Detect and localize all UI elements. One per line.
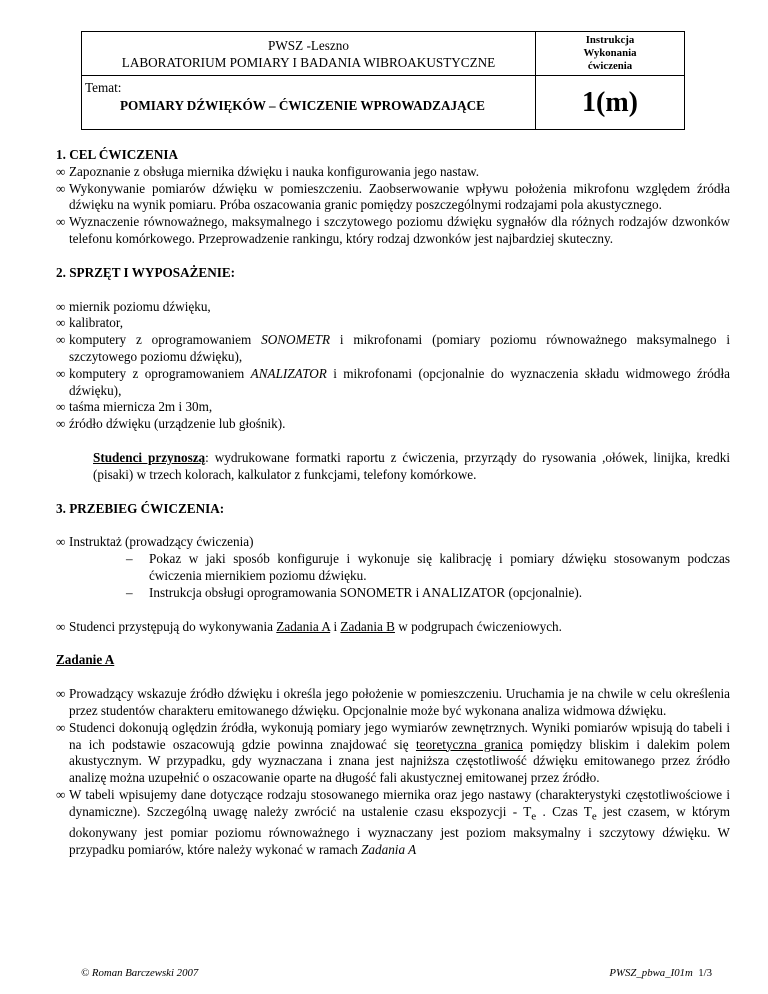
procedure-text: w podgrupach ćwiczeniowych. bbox=[394, 618, 562, 634]
equipment-item: ∞ taśma miernicza 2m i 30m, bbox=[56, 399, 730, 416]
topic-cell bbox=[82, 76, 536, 130]
section-1-title: 1. CEL ĆWICZENIA bbox=[56, 147, 179, 162]
equipment-text: komputery z oprogramowaniem bbox=[69, 332, 262, 348]
doc-type-line-1: Instrukcja bbox=[585, 34, 635, 46]
task-a-ref: Zadania A bbox=[361, 841, 417, 857]
task-a-text: pomiędzy bliskim i dalekim polem akustycznym. W przypadku, gdy wyznaczana i znana jest najniższa częstotliwość dźwięku emitowanego przez źródło analizę można uzupełnić o oszacowanie oparte na długość fali akustycznej emitowanej przez źródło. bbox=[69, 736, 730, 786]
task-a-title: Zadanie A bbox=[56, 652, 115, 668]
task-a-item bbox=[56, 720, 730, 787]
equipment-item: ∞ źródło dźwięku (urządzenie lub głośnik). bbox=[56, 416, 730, 433]
goal-item: ∞ Wykonywanie pomiarów dźwięku w pomieszczeniu. Zaobserwowanie wpływu położenia mikrofonu względem źródła dźwięku na wynik pomiaru. Próba oszacowania granic pomiędzy poszczególnymi rodzajami pola akustycznego. bbox=[56, 181, 730, 215]
section-2-title: 2. SPRZĘT I WYPOSAŻENIE: bbox=[56, 264, 236, 280]
topic-title: POMIARY DŹWIĘKÓW – ĆWICZENIE WPROWADZAJĄCE bbox=[120, 98, 485, 113]
document-body bbox=[56, 147, 730, 859]
doc-type-line-3: ćwiczenia bbox=[587, 60, 633, 72]
equipment-text: i mikrofonami (pomiary poziomu równoważnego maksymalnego i szczytowego poziomu dźwięku), bbox=[69, 332, 730, 364]
software-analizator: ANALIZATOR bbox=[250, 365, 327, 381]
theoretical-boundary: teoretyczna granica bbox=[415, 736, 523, 752]
doc-code: PWSZ_pbwa_I01m bbox=[609, 967, 693, 979]
procedure-text: Studenci przystępują do wykonywania bbox=[69, 618, 277, 634]
equipment-item bbox=[56, 366, 730, 400]
doc-type-line-2: Wykonania bbox=[583, 47, 637, 59]
subscript-e: e bbox=[591, 810, 597, 823]
lab-name: LABORATORIUM POMIARY I BADANIA WIBROAKUSTYCZNE bbox=[121, 54, 496, 70]
task-a-item bbox=[56, 787, 730, 859]
equipment-item: ∞ miernik poziomu dźwięku, bbox=[56, 299, 730, 316]
task-a-item: ∞ Prowadzący wskazuje źródło dźwięku i określa jego położenie w pomieszczeniu. Uruchamia je na chwile w celu określenia przez studentów charakteru emitowanego dźwięku. Opcjonalnie może być wykonana analiza widmowa dźwięku. bbox=[56, 686, 730, 720]
procedure-item bbox=[56, 619, 730, 636]
subscript-e: e bbox=[531, 810, 537, 823]
footer-author: © Roman Barczewski 2007 bbox=[81, 967, 199, 979]
task-a-ref: Zadania A bbox=[276, 618, 331, 634]
header-lab-cell bbox=[82, 32, 536, 76]
note-label: Studenci przynoszą bbox=[93, 449, 206, 465]
footer-code bbox=[609, 967, 712, 979]
topic-label: Temat: bbox=[85, 80, 122, 95]
software-sonometr: SONOMETR bbox=[261, 332, 331, 348]
task-a-text: W tabeli wpisujemy dane dotyczące rodzaju stosowanego miernika oraz jego nastawy (charakterystyki częstotliwościowe i dynamiczne). Szczególną uwagę należy zwrócić na ustalenie czasu ekspozycji - T bbox=[69, 786, 730, 819]
exercise-number: 1(m) bbox=[536, 76, 685, 130]
equipment-item bbox=[56, 332, 730, 366]
equipment-text: komputery z oprogramowaniem bbox=[69, 365, 251, 381]
task-b-ref: Zadania B bbox=[340, 618, 395, 634]
task-a-text: jest czasem, w którym dokonywany jest pomiar poziomu równoważnego i wyznaczany jest poziom maksymalny i szczytowy dźwięku. W przypadku pomiarów, które należy wykonać w ramach bbox=[69, 803, 730, 857]
task-a-text: Studenci dokonują oględzin źródła, wykonują pomiary jego wymiarów zewnętrznych. Wyniki pomiarów wpisują do tabeli i na ich podstawie oszacowują gdzie powinna znajdować się bbox=[69, 719, 730, 752]
procedure-subitem: – Pokaz w jaki sposób konfiguruje i wykonuje się kalibrację i pomiary dźwięku stosowanym podczas ćwiczenia miernikiem poziomu dźwięku. bbox=[56, 551, 730, 585]
task-a-text: . Czas T bbox=[536, 803, 592, 819]
procedure-subitem: – Instrukcja obsługi oprogramowania SONOMETR i ANALIZATOR (opcjonalnie). bbox=[56, 585, 730, 602]
procedure-item: ∞ Instruktaż (prowadzący ćwiczenia) bbox=[56, 534, 730, 551]
goal-item: ∞ Wyznaczenie równoważnego, maksymalnego i szczytowego poziomu dźwięku sygnałów dla różnych rodzajów dzwonków telefonu komórkowego. Przeprowadzenie rankingu, który rodzaj dzwonków jest najbardziej skuteczny. bbox=[56, 214, 730, 248]
procedure-text: i bbox=[330, 618, 341, 634]
equipment-text: i mikrofonami (opcjonalnie do wyznaczenia składu widmowego źródła dźwięku), bbox=[69, 365, 730, 398]
note-text: : wydrukowane formatki raportu z ćwiczenia, przyrządy do rysowania ,ołówek, linijka, kredki (pisaki) w trzech kolorach, kalkulator z funkcjami, telefony komórkowe. bbox=[93, 449, 730, 482]
students-bring-note bbox=[93, 450, 730, 484]
doc-type-cell bbox=[536, 32, 685, 76]
page-number: 1/3 bbox=[698, 967, 712, 979]
section-3-title: 3. PRZEBIEG ĆWICZENIA: bbox=[56, 500, 225, 516]
equipment-item: ∞ kalibrator, bbox=[56, 315, 730, 332]
header-table bbox=[81, 31, 685, 130]
goal-item: ∞ Zapoznanie z obsługa miernika dźwięku i nauka konfigurowania jego nastaw. bbox=[56, 164, 730, 181]
institution-name: PWSZ -Leszno bbox=[268, 37, 349, 53]
